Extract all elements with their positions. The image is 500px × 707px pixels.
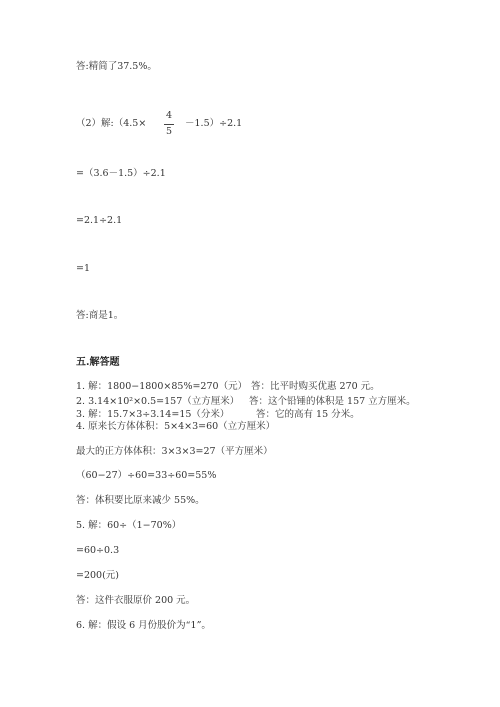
q3-answer: 答：它的高有 15 分米。 (256, 409, 360, 420)
step-1: =（3.6－1.5）÷2.1 (76, 168, 166, 179)
q1-calculation: 1. 解：1800−1800×85%=270（元） (76, 381, 248, 392)
fraction-numerator: 4 (165, 110, 173, 121)
answer-simplify: 答:精简了37.5%。 (76, 61, 157, 72)
q1-answer: 答：比平时购买优惠 270 元。 (251, 381, 380, 392)
q2-answer: 答：这个铅锤的体积是 157 立方厘米。 (249, 396, 416, 407)
q5-line-2: =60÷0.3 (76, 545, 120, 556)
fraction-denominator: 5 (165, 126, 173, 137)
q4-line-1: 4. 原来长方体体积：5×4×3=60（立方厘米） (76, 421, 276, 432)
problem-2-before-fraction: （2）解:（4.5× (76, 118, 147, 129)
q4-line-2: 最大的正方体体积：3×3×3=27（平方厘米） (76, 446, 273, 457)
q5-answer: 答：这件衣服原价 200 元。 (76, 595, 196, 606)
q4-answer: 答：体积要比原来减少 55%。 (76, 495, 205, 506)
q2-calculation: 2. 3.14×10²×0.5=157（立方厘米） (76, 396, 240, 407)
answer-quotient: 答:商是1。 (76, 310, 124, 321)
q5-line-1: 5. 解：60÷（1−70%） (76, 520, 182, 531)
fraction-bar (164, 124, 174, 125)
step-2: =2.1÷2.1 (76, 215, 123, 226)
q3-calculation: 3. 解：15.7×3÷3.14=15（分米） (76, 409, 230, 420)
step-3: =1 (76, 263, 91, 274)
q5-line-3: =200(元) (76, 570, 120, 581)
q4-line-3: （60−27）÷60=33÷60=55% (76, 470, 217, 481)
q6-line-1: 6. 解：假设 6 月份股价为“1”。 (76, 620, 211, 631)
problem-2-after-fraction: －1.5）÷2.1 (185, 118, 243, 129)
section-title: 五.解答题 (76, 357, 120, 368)
